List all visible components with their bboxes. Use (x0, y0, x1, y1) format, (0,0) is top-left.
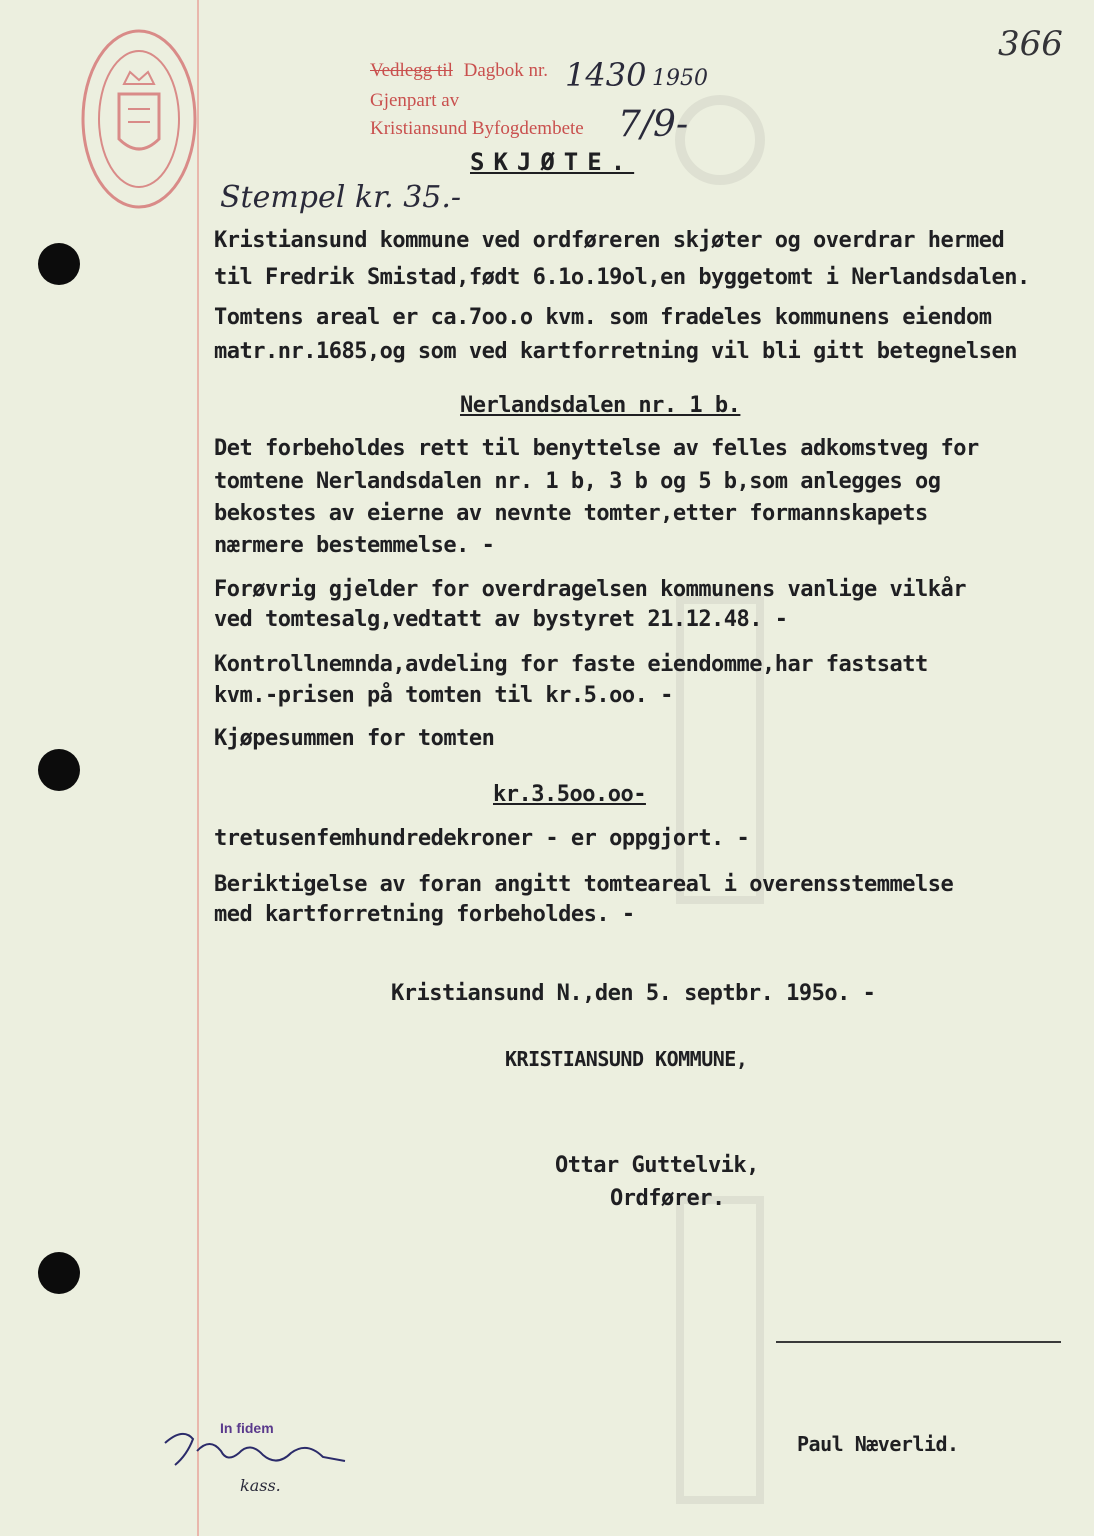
raadmann-seal-stamp (78, 24, 200, 214)
body-line-14: tretusenfemhundredekroner - er oppgjort. - (214, 826, 750, 851)
stamp-line-2: Gjenpart av (370, 90, 460, 111)
in-fidem-stamp: In fidem (220, 1420, 274, 1436)
body-line-12: kvm.-prisen på tomten til kr.5.oo. - (214, 683, 673, 708)
place-date: Kristiansund N.,den 5. septbr. 195o. - (391, 981, 876, 1006)
stamp-line-3: Kristiansund Byfogdembete (370, 118, 584, 139)
body-line-11: Kontrollnemnda,avdeling for faste eiendomme,har fastsatt (214, 652, 928, 677)
purchase-amount: kr.3.5oo.oo- (493, 782, 646, 807)
body-line-5: Det forbeholdes rett til benyttelse av felles adkomstveg for (214, 436, 979, 461)
body-line-16: med kartforretning forbeholdes. - (214, 902, 635, 927)
property-name: Nerlandsdalen nr. 1 b. (460, 393, 741, 418)
stamp-duty-note: Stempel kr. 35.- (220, 180, 462, 215)
signatory-title: Ordfører. (610, 1186, 725, 1211)
body-line-8: nærmere bestemmelse. - (214, 533, 495, 558)
issuer: KRISTIANSUND KOMMUNE, (505, 1047, 748, 1071)
stamp-date: 7/9- (618, 104, 689, 145)
body-line-3: Tomtens areal er ca.7oo.o kvm. som fradeles kommunens eiendom (214, 305, 992, 330)
second-signatory: Paul Næverlid. (797, 1432, 959, 1456)
dagbok-number: 1430 (565, 56, 647, 94)
body-line-6: tomtene Nerlandsdalen nr. 1 b, 3 b og 5 b,som anlegges og (214, 469, 941, 494)
stamp-dagbok-label: Dagbok nr. (463, 60, 549, 81)
stamp-line-1 (370, 60, 548, 82)
body-line-1: Kristiansund kommune ved ordføreren skjøter og overdrar hermed (214, 228, 1005, 253)
body-line-13: Kjøpesummen for tomten (214, 726, 495, 751)
body-line-4: matr.nr.1685,og som ved kartforretning vil bli gitt betegnelsen (214, 339, 1017, 364)
stamp-struck-text: Vedlegg til (370, 60, 453, 81)
body-line-9: Forøvrig gjelder for overdragelsen kommunens vanlige vilkår (214, 577, 966, 602)
punch-hole-middle (38, 749, 80, 791)
body-line-10: ved tomtesalg,vedtatt av bystyret 21.12.48. - (214, 607, 788, 632)
body-line-7: bekostes av eierne av nevnte tomter,etter formannskapets (214, 501, 928, 526)
page-number: 366 (998, 24, 1063, 64)
punch-hole-top (38, 243, 80, 285)
punch-hole-bottom (38, 1252, 80, 1294)
signature-line (776, 1341, 1061, 1343)
body-line-2: til Fredrik Smistad,født 6.1o.19ol,en byggetomt i Nerlandsdalen. (214, 265, 1030, 290)
document-title: SKJØTE. (470, 148, 635, 176)
margin-line (197, 0, 199, 1536)
dagbok-year: 1950 (652, 66, 708, 91)
signatory-name: Ottar Guttelvik, (555, 1153, 759, 1178)
body-line-15: Beriktigelse av foran angitt tomteareal i overensstemmelse (214, 872, 954, 897)
signature-note: kass. (240, 1476, 281, 1495)
